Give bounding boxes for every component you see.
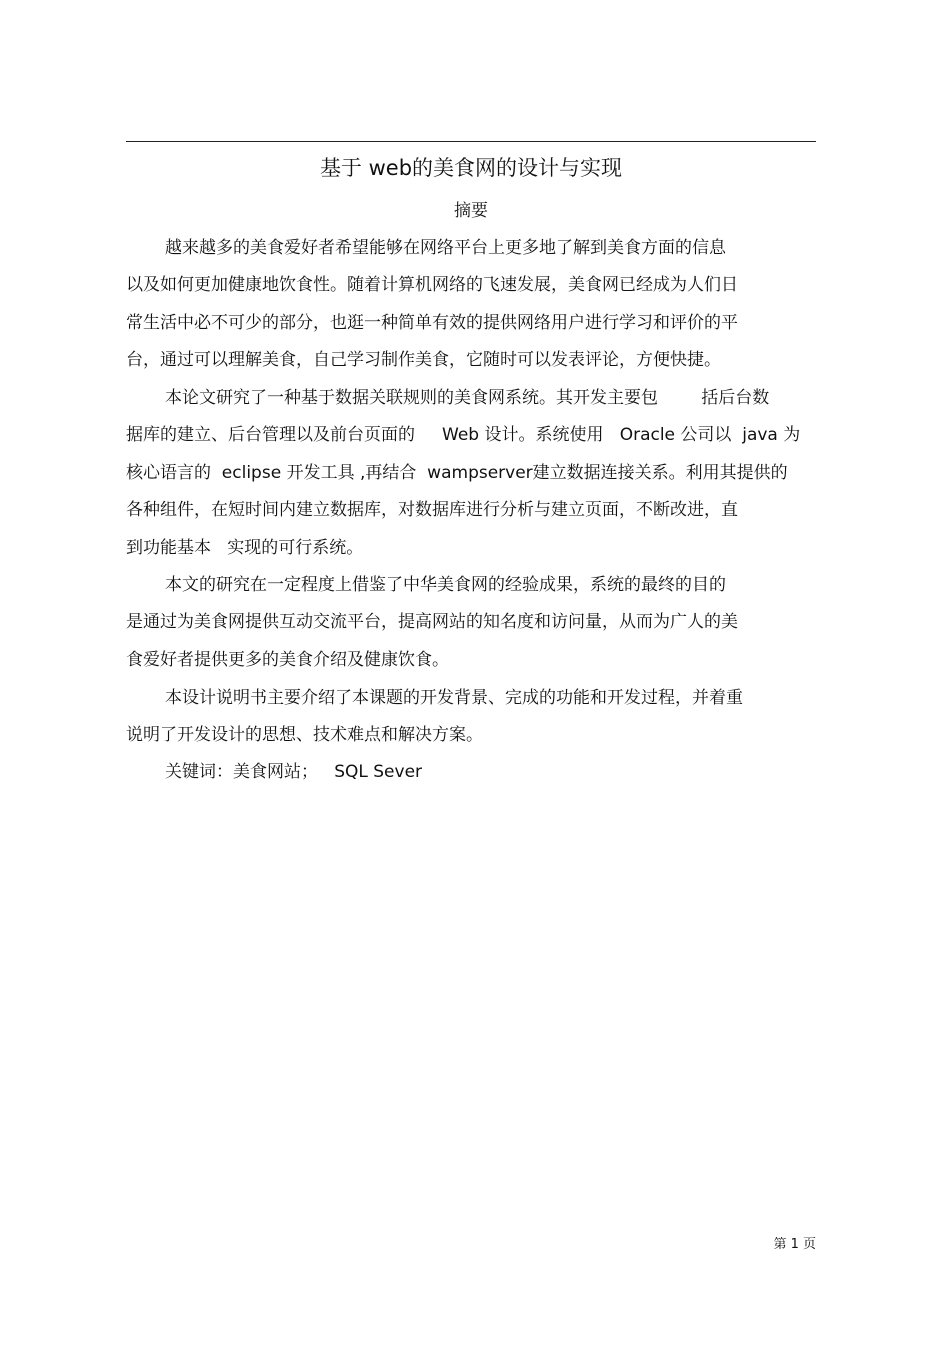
text-line: 到功能基本 实现的可行系统。 [126, 538, 364, 558]
abstract-heading: 摘要 [454, 201, 488, 221]
page-number: 第 1 页 [773, 1237, 816, 1252]
text-line: 常生活中必不可少的部分，也逛一种简单有效的提供网络用户进行学习和评价的平 [126, 313, 738, 333]
header-rule [126, 141, 816, 142]
text-line: 本设计说明书主要介绍了本课题的开发背景、完成的功能和开发过程，并着重 [165, 688, 743, 708]
text-line: 各种组件，在短时间内建立数据库，对数据库进行分析与建立页面，不断改进，直 [126, 500, 738, 520]
keywords-line: 关键词：美食网站； SQL Sever [165, 762, 423, 782]
text-line: 说明了开发设计的思想、技术难点和解决方案。 [126, 725, 483, 745]
text-line: 以及如何更加健康地饮食性。随着计算机网络的飞速发展，美食网已经成为人们日 [126, 275, 738, 295]
text-line: 越来越多的美食爱好者希望能够在网络平台上更多地了解到美食方面的信息 [165, 238, 726, 258]
text-line: 食爱好者提供更多的美食介绍及健康饮食。 [126, 650, 449, 670]
text-line: 是通过为美食网提供互动交流平台，提高网站的知名度和访问量，从而为广人的美 [126, 612, 738, 632]
text-line: 本论文研究了一种基于数据关联规则的美食网系统。其开发主要包 括后台数 [165, 388, 770, 408]
text-line: 据库的建立、后台管理以及前台页面的 Web 设计。系统使用 Oracle 公司以 java 为 [126, 425, 801, 445]
document-title: 基于 web的美食网的设计与实现 [319, 156, 623, 180]
text-line: 台，通过可以理解美食，自己学习制作美食，它随时可以发表评论，方便快捷。 [126, 350, 721, 370]
text-line: 核心语言的 eclipse 开发工具 ,再结合 wampserver建立数据连接关系。利用其提供的 [126, 463, 788, 483]
text-line: 本文的研究在一定程度上借鉴了中华美食网的经验成果，系统的最终的目的 [165, 575, 726, 595]
